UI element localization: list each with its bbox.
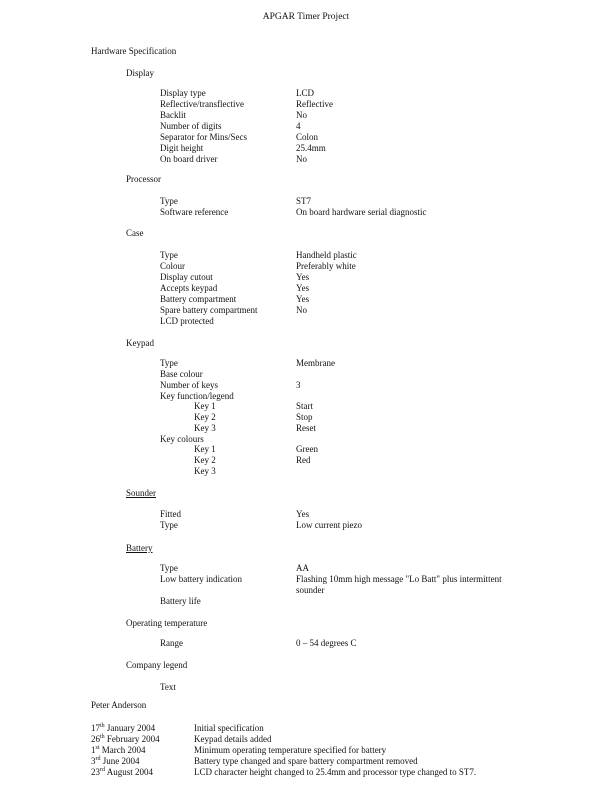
spec-key: Low battery indication <box>160 574 242 584</box>
spec-key: Key 3 <box>194 423 216 433</box>
spec-value: Green <box>296 444 318 454</box>
processor-label: Processor <box>126 174 161 184</box>
history-date: 26th February 2004 <box>91 734 160 744</box>
history-description: Minimum operating temperature specified for battery <box>194 745 387 755</box>
spec-value: Yes <box>296 272 310 282</box>
spec-value: Handheld plastic <box>296 250 357 260</box>
battery-label: Battery <box>126 543 153 553</box>
document-title: APGAR Timer Project <box>262 12 350 22</box>
spec-key: Key 1 <box>194 444 216 454</box>
spec-value: No <box>296 154 307 164</box>
spec-value: 25.4mm <box>296 143 326 153</box>
spec-value: 4 <box>296 121 301 131</box>
spec-key: Reflective/transflective <box>160 99 244 109</box>
key-legend-label: Key function/legend <box>160 391 234 401</box>
company-legend-text: Text <box>160 682 176 692</box>
case-label: Case <box>126 228 144 238</box>
spec-key: Accepts keypad <box>160 283 218 293</box>
spec-key: Software reference <box>160 207 229 217</box>
spec-key: Key 2 <box>194 412 216 422</box>
history-description: Initial specification <box>194 723 264 733</box>
history-description: LCD character height changed to 25.4mm and processor type changed to ST7. <box>194 767 477 777</box>
spec-key: Number of keys <box>160 380 218 390</box>
spec-value: Yes <box>296 509 310 519</box>
spec-key: On board driver <box>160 154 218 164</box>
spec-value: Reflective <box>296 99 333 109</box>
spec-value: Membrane <box>296 358 335 368</box>
spec-key: Backlit <box>160 110 186 120</box>
spec-key: Display type <box>160 88 206 98</box>
spec-key: Number of digits <box>160 121 222 131</box>
history-description: Keypad details added <box>194 734 272 744</box>
spec-key: Fitted <box>160 509 182 519</box>
spec-key: Spare battery compartment <box>160 305 258 315</box>
keypad-label: Keypad <box>126 338 154 348</box>
spec-value: Yes <box>296 294 310 304</box>
spec-key: Key 3 <box>194 466 216 476</box>
spec-key: Range <box>160 638 183 648</box>
spec-value: Preferably white <box>296 261 356 271</box>
spec-value: AA <box>296 563 309 573</box>
spec-key: Type <box>160 196 178 206</box>
spec-key: Colour <box>160 261 186 271</box>
history-date: 17th January 2004 <box>91 723 156 733</box>
spec-key: Digit height <box>160 143 204 153</box>
history-date: 23rd August 2004 <box>91 767 154 777</box>
company-legend-label: Company legend <box>126 660 188 670</box>
spec-value: Stop <box>296 412 313 422</box>
author-name: Peter Anderson <box>91 700 147 710</box>
history-date: 3rd June 2004 <box>91 756 140 766</box>
spec-key: Base colour <box>160 369 203 379</box>
spec-value: ST7 <box>296 196 312 206</box>
display-label: Display <box>126 68 154 78</box>
spec-key: Type <box>160 563 178 573</box>
spec-key: Battery compartment <box>160 294 237 304</box>
spec-value: No <box>296 305 307 315</box>
spec-value: Yes <box>296 283 310 293</box>
spec-key: Type <box>160 520 178 530</box>
history-date: 1st March 2004 <box>91 745 146 755</box>
spec-key: Key 1 <box>194 401 216 411</box>
spec-value: Reset <box>296 423 316 433</box>
history-description: Battery type changed and spare battery compartment removed <box>194 756 418 766</box>
spec-value: No <box>296 110 307 120</box>
spec-key: Type <box>160 250 178 260</box>
spec-value: Low current piezo <box>296 520 362 530</box>
spec-value: Start <box>296 401 313 411</box>
section-heading: Hardware Specification <box>91 46 177 56</box>
spec-value: Colon <box>296 132 319 142</box>
spec-value: sounder <box>296 585 325 595</box>
spec-key: Key 2 <box>194 455 216 465</box>
spec-key: Separator for Mins/Secs <box>160 132 247 142</box>
spec-key: LCD protected <box>160 316 214 326</box>
spec-key: Display cutout <box>160 272 213 282</box>
spec-value: Flashing 10mm high message "Lo Batt" plus intermittent <box>296 574 502 584</box>
spec-key: Type <box>160 358 178 368</box>
temperature-label: Operating temperature <box>126 618 208 628</box>
spec-value: Red <box>296 455 311 465</box>
spec-value: 3 <box>296 380 301 390</box>
spec-value: LCD <box>296 88 314 98</box>
key-colours-label: Key colours <box>160 434 204 444</box>
sounder-label: Sounder <box>126 488 156 498</box>
spec-value: 0 – 54 degrees C <box>296 638 357 648</box>
spec-value: On board hardware serial diagnostic <box>296 207 427 217</box>
spec-key: Battery life <box>160 596 201 606</box>
